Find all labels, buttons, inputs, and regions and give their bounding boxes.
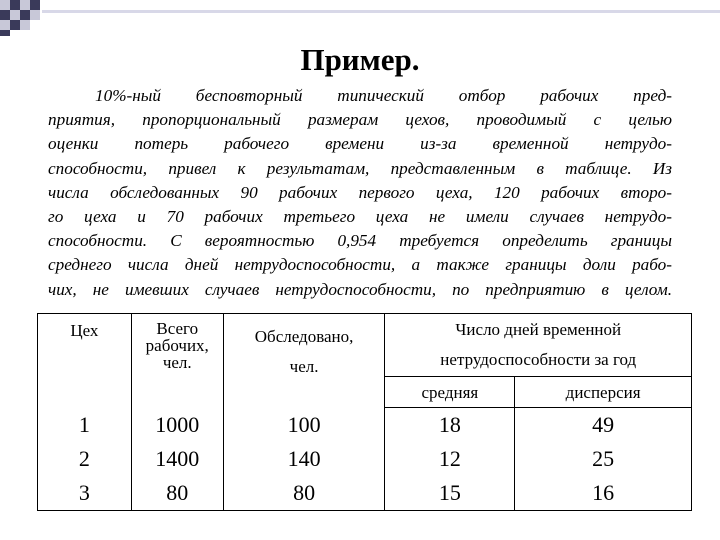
table-row [38, 476, 692, 511]
table-row [38, 442, 692, 476]
header-observed: Обследовано, чел. [223, 314, 385, 408]
cell-variance: 49 [592, 412, 615, 437]
text-line: 10%-ный бесповторный типический отбор рабочих пред- [95, 86, 672, 105]
cell-variance: 16 [592, 480, 615, 505]
cell-mean: 15 [385, 476, 515, 511]
cell-variance: 25 [592, 446, 615, 471]
header-ceh: Цех [38, 314, 132, 408]
text-line: способности. С вероятностью 0,954 требуется определить границы [48, 231, 672, 251]
text-line: приятия, пропорциональный размерам цехов, проводимый с целью [48, 110, 672, 130]
cell-ceh: 1 [38, 408, 132, 443]
cell-total: 80 [131, 476, 223, 511]
cell-observed: 140 [223, 442, 385, 476]
text-line: среднего числа дней нетрудоспособности, а также границы доли рабо- [48, 255, 672, 275]
header-total-workers: Всего рабочих, чел. [131, 314, 223, 408]
cell-observed: 100 [223, 408, 385, 443]
header-sick-days: Число дней временной нетрудоспособности за год [385, 314, 692, 377]
cell-ceh: 2 [38, 442, 132, 476]
page-title: Пример. [300, 42, 420, 77]
text-line: способности, привел к результатам, представленным в таблице. Из [48, 158, 672, 178]
decorative-corner-pattern [0, 0, 720, 36]
text-line: чих, не имевших случаев нетрудоспособности, по предприятию в целом. [48, 279, 672, 299]
header-variance: дисперсия [515, 377, 692, 408]
cell-total: 1400 [131, 442, 223, 476]
cell-mean: 12 [385, 442, 515, 476]
cell-observed: 80 [223, 476, 385, 511]
problem-text [48, 84, 672, 302]
cell-mean: 18 [385, 408, 515, 443]
text-line: числа обследованных 90 рабочих первого цеха, 120 рабочих второ- [48, 182, 672, 202]
data-table [37, 313, 692, 511]
text-line: оценки потерь рабочего времени из-за временной нетрудо- [48, 134, 672, 154]
cell-total: 1000 [131, 408, 223, 443]
text-line: го цеха и 70 рабочих третьего цеха не имели случаев нетрудо- [48, 206, 672, 226]
header-mean: средняя [385, 377, 515, 408]
table-row [38, 408, 692, 443]
cell-ceh: 3 [38, 476, 132, 511]
